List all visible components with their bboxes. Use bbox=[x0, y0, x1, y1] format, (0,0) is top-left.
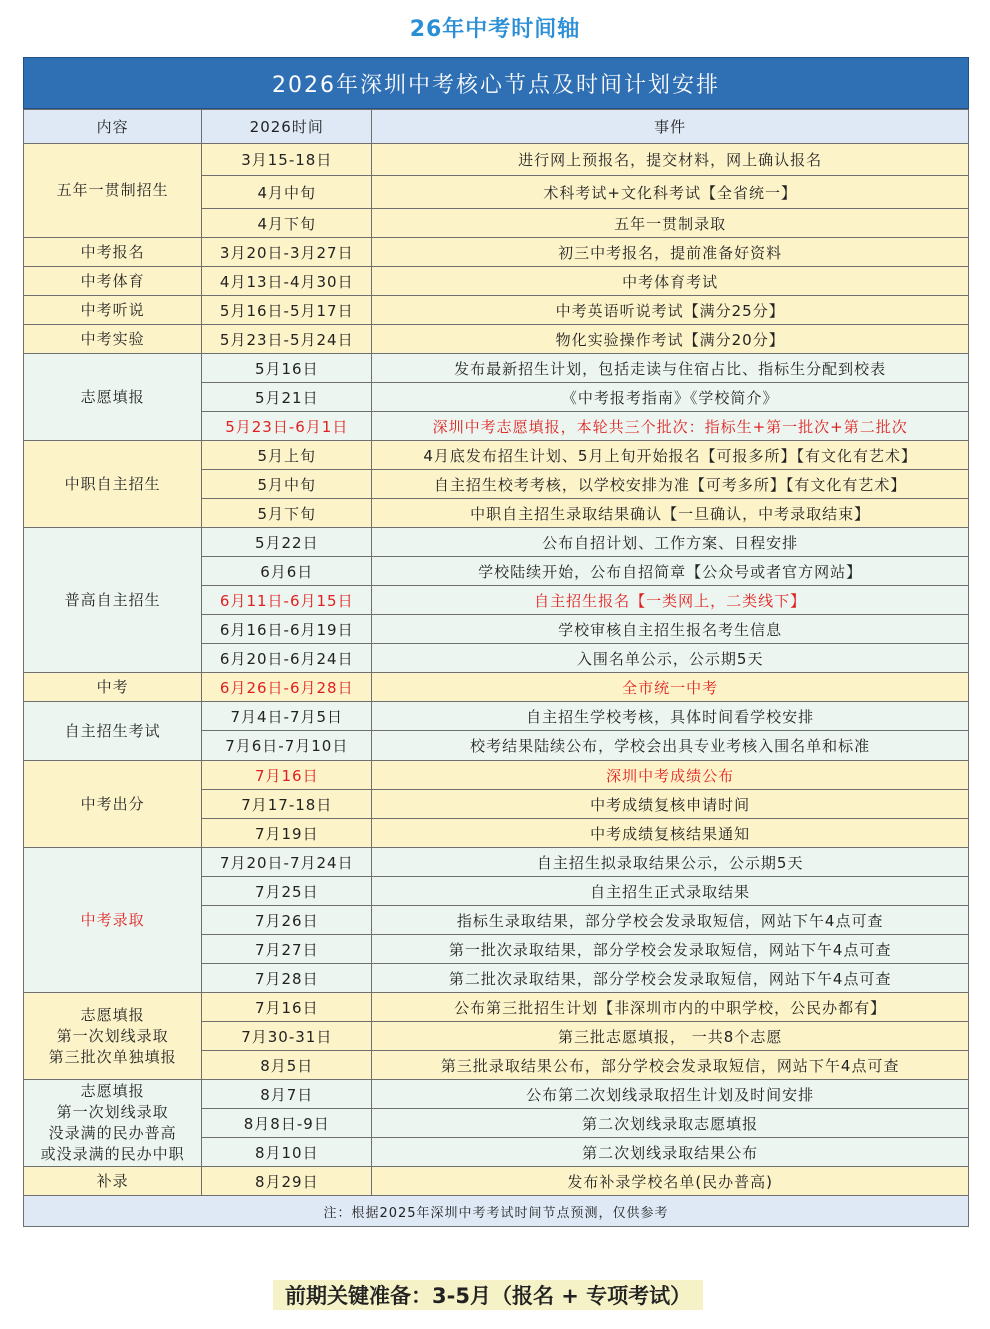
category-label: 志愿填报 bbox=[80, 1005, 145, 1024]
category-cell bbox=[24, 354, 202, 441]
time-cell: 7月25日 bbox=[202, 877, 372, 906]
category-label: 志愿填报 bbox=[80, 387, 145, 406]
event-cell: 学校审核自主招生报名考生信息 bbox=[372, 615, 969, 644]
event-cell: 深圳中考成绩公布 bbox=[372, 761, 969, 790]
time-cell: 5月21日 bbox=[202, 383, 372, 412]
time-cell: 4月下旬 bbox=[202, 209, 372, 238]
category-cell bbox=[24, 673, 202, 702]
category-label: 第三批次单独填报 bbox=[48, 1047, 177, 1066]
category-label: 补录 bbox=[96, 1171, 129, 1190]
event-cell: 自主招生校考考核，以学校安排为准【可考多所】【有文化有艺术】 bbox=[372, 470, 969, 499]
column-header-event: 事件 bbox=[372, 110, 969, 144]
time-cell: 5月22日 bbox=[202, 528, 372, 557]
column-header-row bbox=[24, 110, 969, 144]
table-row bbox=[24, 144, 969, 176]
table-row bbox=[24, 761, 969, 790]
table-row bbox=[24, 673, 969, 702]
category-cell bbox=[24, 993, 202, 1080]
event-cell: 第三批志愿填报， 一共8个志愿 bbox=[372, 1022, 969, 1051]
category-label: 中考实验 bbox=[80, 329, 145, 348]
event-cell: 中考英语听说考试【满分25分】 bbox=[372, 296, 969, 325]
category-label: 志愿填报 bbox=[80, 1082, 145, 1100]
event-cell: 校考结果陆续公布，学校会出具专业考核入围名单和标准 bbox=[372, 731, 969, 761]
table-row bbox=[24, 441, 969, 470]
page-title: 26年中考时间轴 bbox=[409, 17, 581, 42]
event-cell: 自主招生正式录取结果 bbox=[372, 877, 969, 906]
category-label: 或没录满的民办中职 bbox=[40, 1145, 185, 1163]
event-cell: 中职自主招生录取结果确认【一旦确认，中考录取结束】 bbox=[372, 499, 969, 528]
time-cell: 5月16日-5月17日 bbox=[202, 296, 372, 325]
category-cell bbox=[24, 441, 202, 528]
category-cell bbox=[24, 325, 202, 354]
category-label: 自主招生考试 bbox=[64, 721, 161, 740]
time-cell: 7月6日-7月10日 bbox=[202, 731, 372, 761]
note-row bbox=[24, 1196, 969, 1227]
event-cell: 第二次划线录取志愿填报 bbox=[372, 1109, 969, 1138]
category-label: 中考报名 bbox=[80, 242, 145, 261]
time-cell: 3月15-18日 bbox=[202, 144, 372, 176]
time-cell: 7月17-18日 bbox=[202, 790, 372, 819]
event-cell: 中考体育考试 bbox=[372, 267, 969, 296]
event-cell: 入围名单公示，公示期5天 bbox=[372, 644, 969, 673]
note-text: 注：根据2025年深圳中考考试时间节点预测，仅供参考 bbox=[24, 1196, 969, 1227]
category-cell bbox=[24, 528, 202, 673]
time-cell: 8月29日 bbox=[202, 1167, 372, 1196]
time-cell: 5月下旬 bbox=[202, 499, 372, 528]
table-row bbox=[24, 354, 969, 383]
event-cell: 第一批次录取结果，部分学校会发录取短信，网站下午4点可查 bbox=[372, 935, 969, 964]
event-cell: 发布最新招生计划，包括走读与住宿占比、指标生分配到校表 bbox=[372, 354, 969, 383]
event-cell: 五年一贯制录取 bbox=[372, 209, 969, 238]
time-cell: 7月16日 bbox=[202, 761, 372, 790]
time-cell: 7月30-31日 bbox=[202, 1022, 372, 1051]
footer-heading: 前期关键准备：3-5月（报名 + 专项考试） bbox=[273, 1280, 703, 1310]
category-label: 中考 bbox=[96, 677, 129, 696]
event-cell: 公布自招计划、工作方案、日程安排 bbox=[372, 528, 969, 557]
category-label: 没录满的民办普高 bbox=[48, 1124, 177, 1142]
event-cell: 深圳中考志愿填报，本轮共三个批次：指标生+第一批次+第二批次 bbox=[372, 412, 969, 441]
time-cell: 5月中旬 bbox=[202, 470, 372, 499]
table-row bbox=[24, 702, 969, 731]
event-cell: 《中考报考指南》《学校简介》 bbox=[372, 383, 969, 412]
time-cell: 7月16日 bbox=[202, 993, 372, 1022]
table-row bbox=[24, 1167, 969, 1196]
time-cell: 4月中旬 bbox=[202, 176, 372, 209]
time-cell: 8月10日 bbox=[202, 1138, 372, 1167]
time-cell: 8月7日 bbox=[202, 1080, 372, 1109]
event-cell: 术科考试+文化科考试【全省统一】 bbox=[372, 176, 969, 209]
event-cell: 公布第二次划线录取招生计划及时间安排 bbox=[372, 1080, 969, 1109]
category-cell bbox=[24, 267, 202, 296]
category-label: 第一次划线录取 bbox=[56, 1026, 169, 1045]
time-cell: 6月26日-6月28日 bbox=[202, 673, 372, 702]
category-label: 中考出分 bbox=[80, 794, 145, 813]
event-cell: 第三批录取结果公布，部分学校会发录取短信，网站下午4点可查 bbox=[372, 1051, 969, 1080]
category-label: 第一次划线录取 bbox=[56, 1103, 169, 1121]
category-cell bbox=[24, 1167, 202, 1196]
event-cell: 全市统一中考 bbox=[372, 673, 969, 702]
time-cell: 7月28日 bbox=[202, 964, 372, 993]
event-cell: 公布第三批招生计划【非深圳市内的中职学校，公民办都有】 bbox=[372, 993, 969, 1022]
category-cell bbox=[24, 848, 202, 993]
table-row bbox=[24, 1080, 969, 1109]
table-row bbox=[24, 325, 969, 354]
time-cell: 6月20日-6月24日 bbox=[202, 644, 372, 673]
schedule-grid bbox=[23, 109, 969, 1227]
category-cell bbox=[24, 144, 202, 238]
category-label: 中职自主招生 bbox=[64, 474, 161, 493]
event-cell: 发布补录学校名单(民办普高) bbox=[372, 1167, 969, 1196]
time-cell: 3月20日-3月27日 bbox=[202, 238, 372, 267]
time-cell: 6月16日-6月19日 bbox=[202, 615, 372, 644]
category-label: 五年一贯制招生 bbox=[56, 181, 169, 199]
event-cell: 初三中考报名，提前准备好资料 bbox=[372, 238, 969, 267]
time-cell: 8月5日 bbox=[202, 1051, 372, 1080]
event-cell: 学校陆续开始，公布自招简章【公众号或者官方网站】 bbox=[372, 557, 969, 586]
time-cell: 4月13日-4月30日 bbox=[202, 267, 372, 296]
event-cell: 物化实验操作考试【满分20分】 bbox=[372, 325, 969, 354]
event-cell: 自主招生报名【一类网上，二类线下】 bbox=[372, 586, 969, 615]
table-row bbox=[24, 296, 969, 325]
column-header-time: 2026时间 bbox=[202, 110, 372, 144]
time-cell: 5月23日-5月24日 bbox=[202, 325, 372, 354]
event-cell: 中考成绩复核结果通知 bbox=[372, 819, 969, 848]
category-cell bbox=[24, 702, 202, 761]
event-cell: 进行网上预报名，提交材料，网上确认报名 bbox=[372, 144, 969, 176]
table-row bbox=[24, 528, 969, 557]
time-cell: 7月19日 bbox=[202, 819, 372, 848]
time-cell: 7月4日-7月5日 bbox=[202, 702, 372, 731]
time-cell: 6月11日-6月15日 bbox=[202, 586, 372, 615]
column-header-content: 内容 bbox=[24, 110, 202, 144]
category-cell bbox=[24, 296, 202, 325]
time-cell: 5月23日-6月1日 bbox=[202, 412, 372, 441]
time-cell: 5月16日 bbox=[202, 354, 372, 383]
table-row bbox=[24, 238, 969, 267]
schedule-table bbox=[23, 57, 969, 1227]
table-row bbox=[24, 267, 969, 296]
time-cell: 5月上旬 bbox=[202, 441, 372, 470]
category-cell bbox=[24, 238, 202, 267]
time-cell: 6月6日 bbox=[202, 557, 372, 586]
table-row bbox=[24, 993, 969, 1022]
category-label: 普高自主招生 bbox=[64, 590, 161, 609]
table-title: 2026年深圳中考核心节点及时间计划安排 bbox=[23, 57, 969, 109]
event-cell: 第二批次录取结果，部分学校会发录取短信，网站下午4点可查 bbox=[372, 964, 969, 993]
event-cell: 第二次划线录取结果公布 bbox=[372, 1138, 969, 1167]
category-label: 中考体育 bbox=[80, 271, 145, 290]
event-cell: 自主招生学校考核，具体时间看学校安排 bbox=[372, 702, 969, 731]
time-cell: 7月27日 bbox=[202, 935, 372, 964]
time-cell: 7月20日-7月24日 bbox=[202, 848, 372, 877]
event-cell: 指标生录取结果，部分学校会发录取短信，网站下午4点可查 bbox=[372, 906, 969, 935]
event-cell: 中考成绩复核申请时间 bbox=[372, 790, 969, 819]
category-label: 中考录取 bbox=[80, 910, 145, 929]
event-cell: 4月底发布招生计划、5月上旬开始报名【可报多所】【有文化有艺术】 bbox=[372, 441, 969, 470]
time-cell: 8月8日-9日 bbox=[202, 1109, 372, 1138]
table-row bbox=[24, 848, 969, 877]
time-cell: 7月26日 bbox=[202, 906, 372, 935]
category-cell bbox=[24, 761, 202, 848]
event-cell: 自主招生拟录取结果公示，公示期5天 bbox=[372, 848, 969, 877]
category-label: 中考听说 bbox=[80, 300, 145, 319]
category-cell bbox=[24, 1080, 202, 1167]
